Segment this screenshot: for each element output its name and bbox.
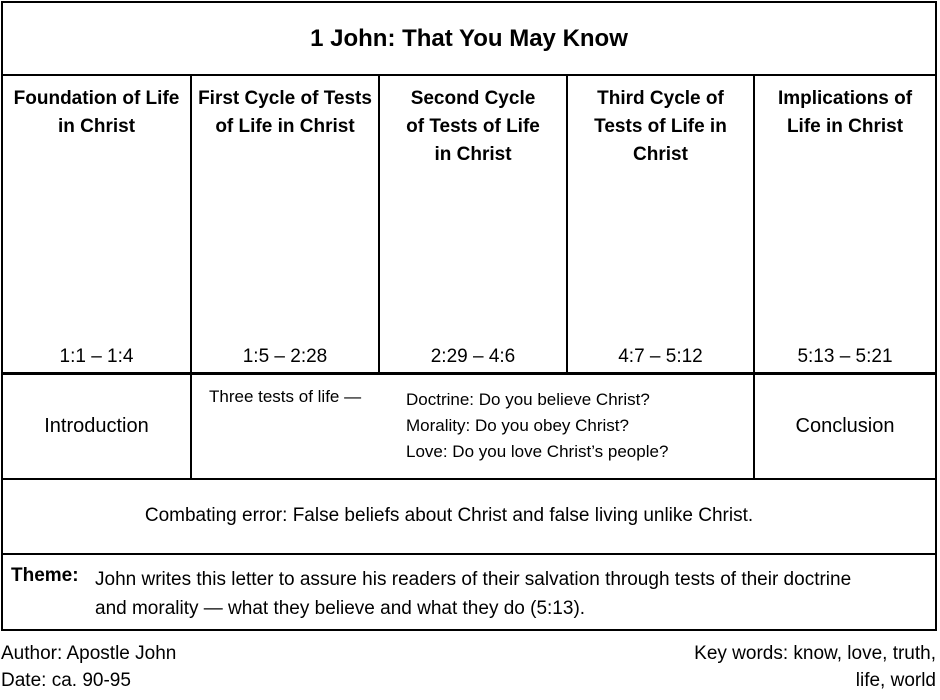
column-title: Third Cycle of Tests of Life in Christ [594, 88, 727, 165]
column-third-cycle [566, 75, 753, 372]
conclusion-cell [755, 375, 935, 478]
column-title: Foundation of Life in Christ [13, 88, 180, 137]
theme-text: John writes this letter to assure his readers of their salvation through tests of their doctrine and morality — what they believe and what they do (5:13). [95, 569, 852, 619]
chart-title [1, 1, 937, 76]
column-title: Implications of Life in Christ [777, 88, 913, 137]
theme-label: Theme: [11, 565, 79, 586]
author-text: Author: Apostle John [1, 643, 177, 664]
chart-title-text: 1 John: That You May Know [310, 24, 628, 52]
column-reference: 5:13 – 5:21 [797, 346, 893, 367]
column-second-cycle [378, 75, 566, 372]
test-love: Love: Do you love Christ’s people? [406, 442, 669, 461]
column-foundation [3, 75, 190, 372]
tests-cell [190, 375, 755, 478]
keywords-line-1: Key words: know, love, truth, [694, 643, 936, 664]
column-first-cycle [190, 75, 378, 372]
combating-error-row [1, 479, 937, 555]
section-columns [1, 75, 937, 375]
introduction-label: Introduction [44, 415, 149, 437]
test-doctrine: Doctrine: Do you believe Christ? [406, 390, 650, 409]
conclusion-label: Conclusion [795, 415, 895, 437]
footer-left [1, 640, 176, 694]
section-overview [1, 375, 937, 480]
tests-intro: Three tests of life — [209, 387, 362, 406]
tests-list [406, 387, 668, 465]
footer-right [694, 640, 936, 694]
theme-row [1, 554, 937, 631]
column-title: First Cycle of Tests of Life in Christ [198, 88, 372, 137]
column-reference: 4:7 – 5:12 [618, 346, 703, 367]
column-implications [753, 75, 935, 372]
date-text: Date: ca. 90-95 [1, 670, 131, 691]
test-morality: Morality: Do you obey Christ? [406, 416, 629, 435]
combating-error-text: Combating error: False beliefs about Christ and false living unlike Christ. [144, 505, 754, 526]
introduction-cell [3, 375, 190, 478]
column-reference: 2:29 – 4:6 [430, 346, 516, 367]
column-reference: 1:1 – 1:4 [59, 346, 134, 367]
column-reference: 1:5 – 2:28 [242, 346, 328, 367]
column-title: Second Cycle of Tests of Life in Christ [406, 88, 540, 165]
keywords-line-2: life, world [855, 670, 936, 691]
